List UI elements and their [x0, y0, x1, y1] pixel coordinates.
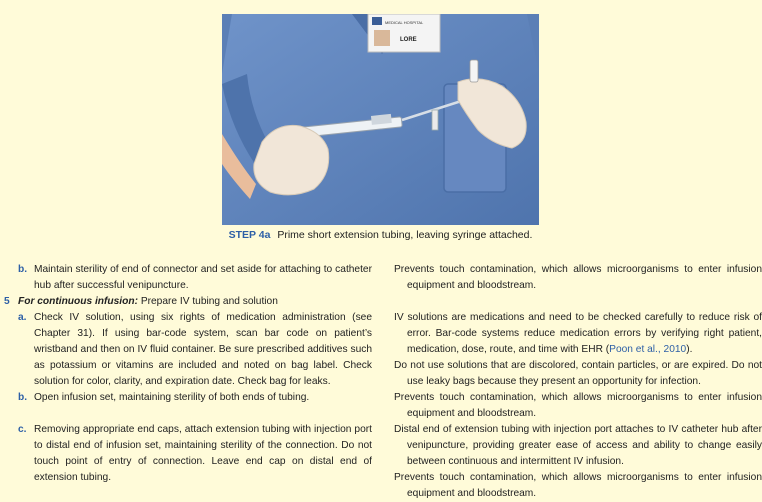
rationale-5a-2: Do not use solutions that are discolored, contain particles, or are expired. Do not use leaky bags because they present an opportunity for infection.	[394, 360, 762, 387]
rationale-5c-1: Distal end of extension tubing with injection port attaches to IV catheter hub after venipuncture, providing greater ease of access and ability to change easily between continuous and intermittent IV infusion.	[394, 424, 762, 467]
badge-header: MEDICAL HOSPITAL	[385, 20, 424, 25]
procedure-steps-column	[0, 262, 372, 486]
step-5a-label: a.	[18, 312, 27, 323]
step-photo	[222, 14, 539, 225]
step-5c-text: Removing appropriate end caps, attach extension tubing with injection port to distal end of infusion set, maintaining sterility of the connection. Do not touch point of entry of connection. Leave end cap on distal end of extension tubing.	[34, 424, 372, 483]
rationale-5a-1	[394, 310, 762, 358]
step-5a-text: Check IV solution, using six rights of medication administration (see Chapter 31). If using bar-code system, scan bar code on patient’s wristband and then on IV fluid container. Be sure prescribed additives such as potassium or vitamins are included and noted on bag label. Check solution for color, clarity, and expiration date. Check bag for leaks.	[34, 312, 372, 387]
step-5a	[0, 310, 372, 390]
figure-caption	[222, 229, 539, 241]
step-5-text: Prepare IV tubing and solution	[140, 296, 278, 307]
step-4b-label: b.	[18, 264, 28, 275]
step-4b-text: Maintain sterility of end of connector and set aside for attaching to catheter hub after successful venipuncture.	[34, 264, 372, 291]
step-5c	[0, 422, 372, 486]
figure-step-label: STEP 4a	[228, 229, 271, 241]
figure-caption-text: Prime short extension tubing, leaving syringe attached.	[277, 229, 533, 241]
rationale-5a-text: IV solutions are medications and need to be checked carefully to reduce risk of error. Bar-code systems reduce medication errors by verifying right patient, medication, dose, route, and time with EHR (	[394, 312, 762, 355]
step-5b-text: Open infusion set, maintaining sterility of both ends of tubing.	[34, 392, 310, 403]
rationale-5a-end: ).	[686, 344, 693, 355]
nurse-priming-syringe-illustration	[222, 14, 539, 225]
step-5b	[0, 390, 372, 406]
rationale-column	[394, 262, 762, 502]
badge-name: LORE	[400, 37, 417, 43]
step-5-title: For continuous infusion:	[18, 296, 138, 307]
rationale-5c-2: Prevents touch contamination, which allows microorganisms to enter infusion equipment and bloodstream.	[394, 472, 762, 499]
id-badge	[368, 14, 440, 52]
citation-link[interactable]: Poon et al., 2010	[609, 344, 687, 355]
step-5b-label: b.	[18, 392, 28, 403]
rationale-4b: Prevents touch contamination, which allows microorganisms to enter infusion equipment and bloodstream.	[394, 264, 762, 291]
rationale-5b: Prevents touch contamination, which allows microorganisms to enter infusion equipment and bloodstream.	[394, 392, 762, 419]
step-5c-label: c.	[18, 424, 27, 435]
step-5	[0, 294, 372, 310]
step-4b	[0, 262, 372, 294]
step-5-number: 5	[4, 296, 10, 307]
